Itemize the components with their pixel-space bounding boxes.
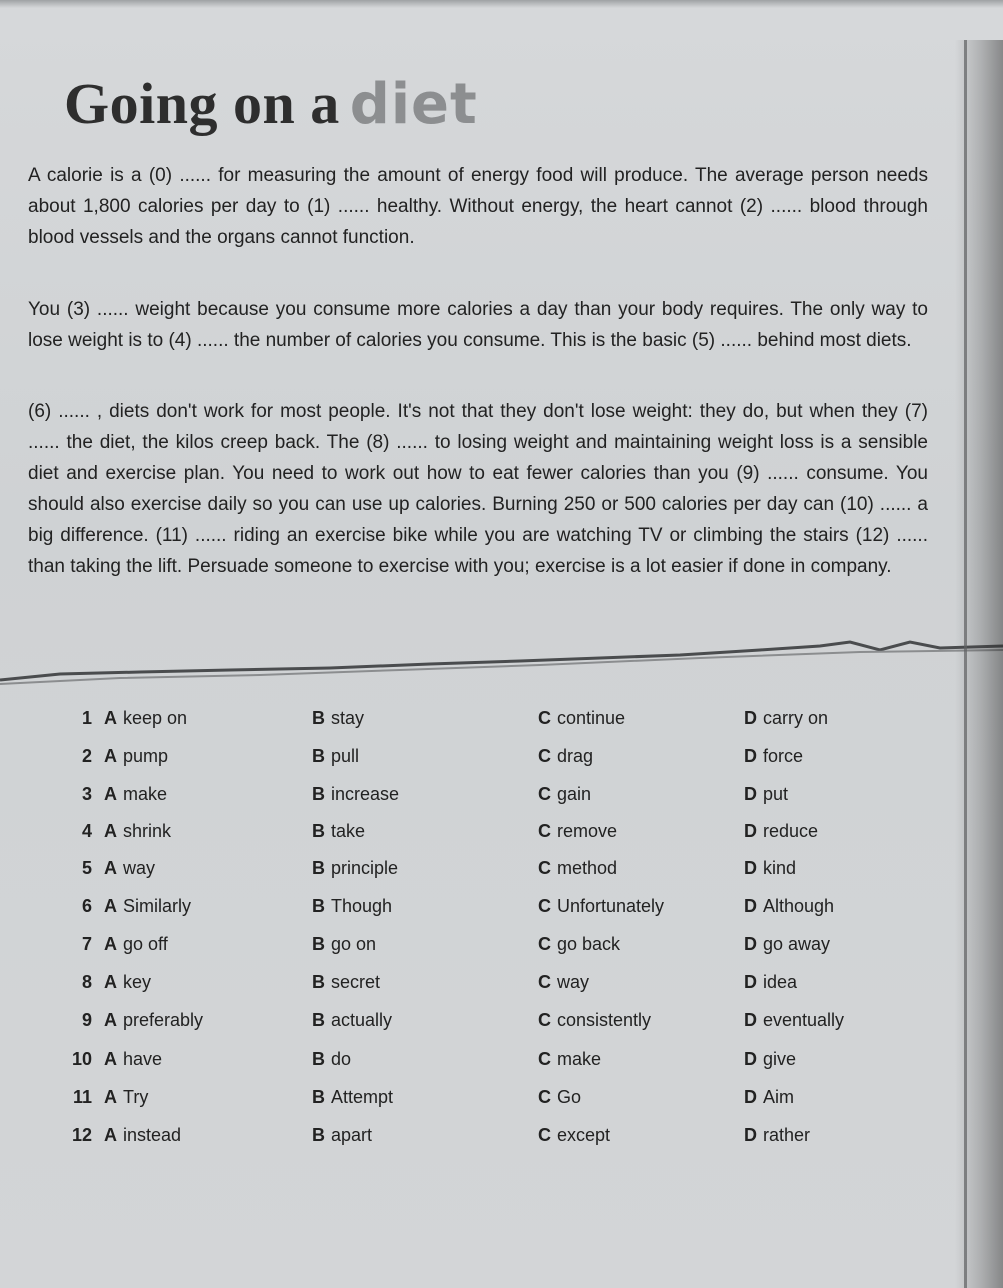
option-letter: D: [744, 1049, 757, 1069]
question-number: 2: [81, 746, 92, 766]
option-text: idea: [763, 972, 798, 992]
option-text: make: [123, 784, 168, 804]
option-text: way: [123, 858, 156, 878]
option-letter: D: [744, 896, 757, 916]
question-number: 10: [71, 1049, 92, 1069]
option-letter: D: [744, 972, 757, 992]
option-letter: B: [312, 1049, 325, 1069]
question-row: [0, 896, 900, 926]
option-a: [104, 1125, 181, 1146]
option-letter: C: [538, 896, 551, 916]
paragraph-2: You (3) ...... weight because you consume more calories a day than your body requires. The only way to lose weight is to (4) ...... the number of calories you consume. This is the basic (5) ...... behind most diets.: [28, 299, 928, 351]
option-text: pull: [331, 746, 360, 766]
option-a: [104, 972, 151, 993]
option-letter: D: [744, 746, 757, 766]
option-c: [538, 821, 617, 842]
option-text: take: [331, 821, 366, 841]
option-letter: C: [538, 858, 551, 878]
option-letter: C: [538, 784, 551, 804]
option-c: [538, 934, 620, 955]
option-d: [744, 858, 796, 879]
option-a: [104, 821, 171, 842]
option-text: go away: [763, 934, 831, 954]
option-d: [744, 708, 828, 729]
option-a: [104, 1087, 148, 1108]
option-letter: D: [744, 821, 757, 841]
option-text: Unfortunately: [557, 896, 665, 916]
option-d: [744, 746, 803, 767]
option-text: keep on: [123, 708, 188, 728]
question-row: [0, 821, 900, 851]
option-c: [538, 1049, 601, 1070]
option-text: put: [763, 784, 789, 804]
question-row: [0, 1125, 900, 1155]
option-text: go on: [331, 934, 377, 954]
option-letter: A: [104, 708, 117, 728]
option-letter: C: [538, 1010, 551, 1030]
option-b: [312, 1049, 351, 1070]
question-number: 8: [81, 972, 92, 992]
option-text: continue: [557, 708, 626, 728]
option-c: [538, 1010, 651, 1031]
option-a: [104, 746, 168, 767]
option-d: [744, 934, 830, 955]
option-letter: D: [744, 784, 757, 804]
question-number: 7: [81, 934, 92, 954]
option-text: except: [557, 1125, 611, 1145]
option-b: [312, 708, 364, 729]
question-number: 1: [81, 708, 92, 728]
option-letter: B: [312, 934, 325, 954]
question-number: 4: [81, 821, 92, 841]
title-accent: diet: [349, 72, 478, 137]
option-d: [744, 1087, 794, 1108]
option-letter: B: [312, 746, 325, 766]
option-letter: A: [104, 934, 117, 954]
option-text: reduce: [763, 821, 819, 841]
option-d: [744, 896, 834, 917]
option-letter: B: [312, 1125, 325, 1145]
question-number: 11: [72, 1087, 92, 1107]
option-b: [312, 896, 392, 917]
torn-edge: [0, 628, 1003, 698]
option-text: remove: [557, 821, 618, 841]
option-letter: C: [538, 746, 551, 766]
page-title: [64, 70, 478, 137]
option-text: force: [763, 746, 804, 766]
option-a: [104, 858, 155, 879]
option-text: key: [123, 972, 152, 992]
option-a: [104, 784, 167, 805]
top-edge: [0, 0, 1003, 8]
option-letter: C: [538, 1125, 551, 1145]
option-letter: D: [744, 708, 757, 728]
option-text: stay: [331, 708, 365, 728]
option-text: Try: [123, 1087, 149, 1107]
option-text: pump: [123, 746, 169, 766]
option-letter: D: [744, 858, 757, 878]
option-letter: B: [312, 821, 325, 841]
question-row: [0, 858, 900, 888]
option-text: method: [557, 858, 618, 878]
option-b: [312, 1125, 372, 1146]
option-letter: A: [104, 746, 117, 766]
option-a: [104, 1010, 203, 1031]
option-letter: A: [104, 1087, 117, 1107]
option-letter: D: [744, 1087, 757, 1107]
question-number: 5: [81, 858, 92, 878]
option-text: go back: [557, 934, 621, 954]
question-row: [0, 934, 900, 964]
option-a: [104, 708, 187, 729]
option-text: shrink: [123, 821, 172, 841]
option-text: give: [763, 1049, 797, 1069]
option-letter: C: [538, 1087, 551, 1107]
option-text: kind: [763, 858, 797, 878]
option-d: [744, 784, 788, 805]
option-letter: C: [538, 708, 551, 728]
option-letter: C: [538, 934, 551, 954]
option-letter: A: [104, 972, 117, 992]
option-text: increase: [331, 784, 400, 804]
option-letter: A: [104, 896, 117, 916]
option-c: [538, 896, 664, 917]
option-letter: A: [104, 784, 117, 804]
reading-section: [28, 60, 936, 660]
question-number: 3: [81, 784, 92, 804]
option-text: go off: [123, 934, 168, 954]
question-number: 9: [81, 1010, 92, 1030]
option-letter: A: [104, 821, 117, 841]
option-b: [312, 1087, 393, 1108]
option-text: actually: [331, 1010, 393, 1030]
option-c: [538, 708, 625, 729]
question-row: [0, 1087, 900, 1117]
option-c: [538, 972, 589, 993]
option-letter: B: [312, 972, 325, 992]
page-fold-line: [964, 40, 967, 1288]
option-text: eventually: [763, 1010, 845, 1030]
option-letter: B: [312, 896, 325, 916]
option-text: principle: [331, 858, 399, 878]
option-text: drag: [557, 746, 594, 766]
option-letter: B: [312, 858, 325, 878]
question-row: [0, 972, 900, 1002]
question-number: 12: [71, 1125, 92, 1145]
option-d: [744, 972, 797, 993]
option-text: have: [123, 1049, 163, 1069]
option-letter: A: [104, 858, 117, 878]
option-letter: C: [538, 972, 551, 992]
question-row: [0, 708, 900, 738]
option-c: [538, 1087, 581, 1108]
option-text: Aim: [763, 1087, 794, 1107]
question-row: [0, 1010, 900, 1040]
question-row: [0, 1049, 900, 1079]
option-text: Go: [557, 1087, 582, 1107]
option-text: do: [331, 1049, 352, 1069]
option-a: [104, 896, 191, 917]
option-text: Although: [763, 896, 835, 916]
option-d: [744, 1125, 810, 1146]
option-b: [312, 934, 376, 955]
option-text: secret: [331, 972, 381, 992]
option-text: make: [557, 1049, 602, 1069]
title-main: Going on a: [64, 71, 340, 136]
option-letter: B: [312, 1087, 325, 1107]
paragraph-3: (6) ...... , diets don't work for most people. It's not that they don't lose weight: they do, but when they (7) ...... the diet, the kilos creep back. The (8) ...... to losing weight and maintaining weight loss is a sensible diet and exercise plan. You need to work out how to eat fewer calories than you (9) ...... consume. You should also exercise daily so you can use up calories. Burning 250 or 500 calories per day can (10) ...... a big difference. (11) ...... riding an exercise bike while you are watching TV or climbing the stairs (12) ...... than taking the lift. Persuade someone to exercise with you; exercise is a lot easier if done in company.: [28, 401, 928, 577]
option-d: [744, 1049, 796, 1070]
option-c: [538, 1125, 610, 1146]
option-b: [312, 746, 359, 767]
option-letter: C: [538, 821, 551, 841]
option-d: [744, 1010, 844, 1031]
option-text: Attempt: [331, 1087, 394, 1107]
question-row: [0, 746, 900, 776]
option-text: rather: [763, 1125, 811, 1145]
page-fold-shadow: [955, 40, 1003, 1288]
option-c: [538, 858, 617, 879]
option-letter: B: [312, 708, 325, 728]
option-letter: B: [312, 1010, 325, 1030]
option-letter: B: [312, 784, 325, 804]
option-d: [744, 821, 818, 842]
option-letter: D: [744, 1010, 757, 1030]
option-text: gain: [557, 784, 592, 804]
option-letter: A: [104, 1125, 117, 1145]
option-text: carry on: [763, 708, 829, 728]
option-letter: A: [104, 1049, 117, 1069]
option-letter: D: [744, 934, 757, 954]
option-b: [312, 821, 365, 842]
option-text: consistently: [557, 1010, 652, 1030]
question-number: 6: [81, 896, 92, 916]
option-letter: A: [104, 1010, 117, 1030]
paragraph-1: A calorie is a (0) ...... for measuring the amount of energy food will produce. The average person needs about 1,800 calories per day to (1) ...... healthy. Without energy, the heart cannot (2) ...... blood through blood vessels and the organs cannot function.: [28, 165, 928, 248]
option-text: apart: [331, 1125, 373, 1145]
option-b: [312, 1010, 392, 1031]
option-letter: C: [538, 1049, 551, 1069]
option-letter: D: [744, 1125, 757, 1145]
option-b: [312, 972, 380, 993]
option-text: instead: [123, 1125, 182, 1145]
option-b: [312, 858, 398, 879]
option-text: Though: [331, 896, 393, 916]
option-a: [104, 934, 168, 955]
option-b: [312, 784, 399, 805]
option-c: [538, 746, 593, 767]
option-a: [104, 1049, 162, 1070]
option-text: preferably: [123, 1010, 204, 1030]
option-c: [538, 784, 591, 805]
option-text: way: [557, 972, 590, 992]
question-row: [0, 784, 900, 814]
option-text: Similarly: [123, 896, 192, 916]
